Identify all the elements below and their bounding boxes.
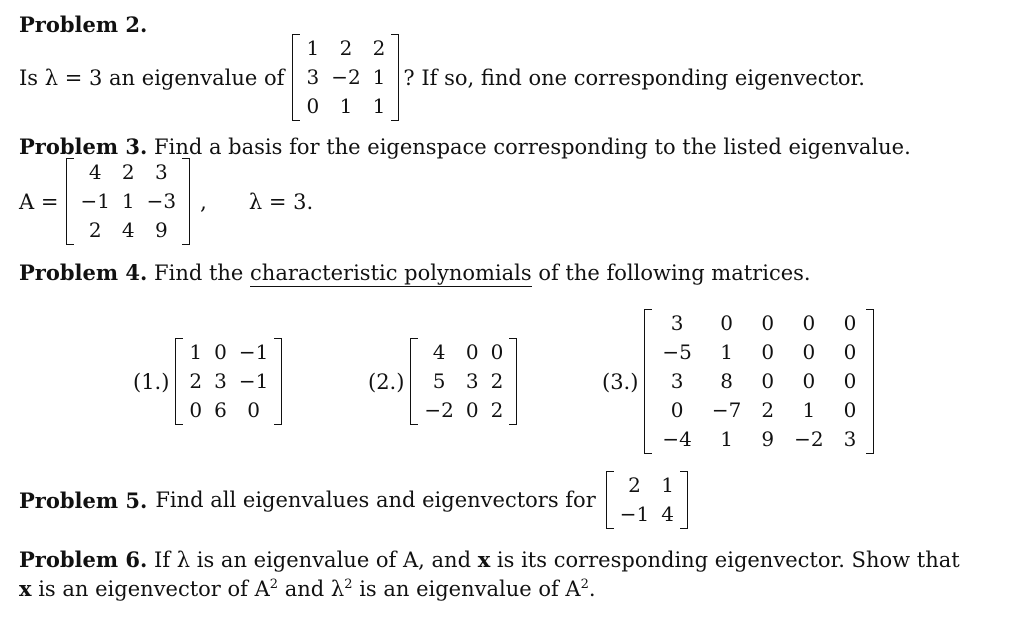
matrix-row [183,396,274,425]
matrix-entry: 1 [372,65,386,89]
matrix-entry: 0 [720,311,734,335]
problem-5-text: Find all eigenvalues and eigenvectors for [155,488,596,512]
matrix-entry: 3 [214,369,227,393]
matrix-row [74,187,182,216]
right-bracket [391,34,399,121]
problem-4-label-1: (1.) [133,369,170,394]
matrix-entry: 4 [88,160,102,184]
matrix-row [652,396,866,425]
matrix-row [300,92,391,121]
matrix-entry: 3 [465,369,479,393]
problem-3-matrix [66,158,190,245]
right-bracket [182,158,190,245]
problem-3-lambda: λ = 3. [248,189,314,214]
right-bracket [274,338,282,425]
matrix-entry: −4 [662,427,692,451]
matrix-entry: 2 [121,160,135,184]
left-bracket [644,309,652,454]
matrix-entry: 0 [843,398,857,422]
matrix-entry: 9 [761,427,775,451]
matrix-row [74,158,182,187]
problem-3-statement [19,134,911,159]
matrix-entry: 0 [761,311,775,335]
matrix-entry: 2 [189,369,203,393]
matrix-entry: 2 [761,398,775,422]
problem-4-label-3: (3.) [602,369,639,394]
matrix-entry: 6 [214,398,227,422]
problem-2-body [19,34,865,121]
matrix-entry: 3 [670,311,684,335]
matrix-entry: 2 [339,36,353,60]
right-bracket [680,471,688,529]
matrix-row [183,338,274,367]
matrix-entry: −1 [80,189,110,213]
matrix-entries [74,158,182,245]
problem-4-matrix-1 [175,338,282,425]
matrix-entry: 0 [247,398,260,422]
problem-6-line-1 [19,547,994,572]
matrix-entry: 1 [661,473,674,497]
problem-5-body [19,471,688,529]
problem-4-text-before: Find the [154,261,244,285]
matrix-entry: 0 [761,369,775,393]
matrix-entry: 0 [802,369,816,393]
matrix-entry: −2 [331,65,361,89]
right-bracket [866,309,874,454]
problem-4-label-2: (2.) [368,369,405,394]
matrix-entry: −2 [794,427,824,451]
matrix-entries [183,338,274,425]
problem-4-item-1 [133,338,282,425]
matrix-row [418,367,509,396]
matrix-entry: 1 [189,340,203,364]
matrix-row [652,309,866,338]
problem-3-comma: , [200,189,207,214]
matrix-entry: 0 [465,398,479,422]
problem-4-statement [19,260,811,285]
left-bracket [410,338,418,425]
problem-2-title: Problem 2. [19,12,148,37]
matrix-entry: 3 [306,65,320,89]
left-bracket [175,338,183,425]
problem-2-matrix [292,34,399,121]
problem-6-vector-x-1: x [477,547,491,572]
matrix-entry: 8 [720,369,734,393]
problem-6-line-2-c: is an eigenvalue of A [359,577,581,601]
matrix-entry: 2 [490,369,504,393]
matrix-entry: 0 [306,94,320,118]
matrix-entries [300,34,391,121]
problem-5-matrix [606,471,688,529]
matrix-entry: 0 [843,340,857,364]
matrix-entry: 1 [372,94,386,118]
matrix-row [418,338,509,367]
problem-4-item-2 [368,338,517,425]
matrix-row [300,63,391,92]
matrix-entry: 1 [121,189,135,213]
problem-4-item-3 [602,309,874,454]
matrix-entry: 2 [490,398,504,422]
matrix-entry: 3 [670,369,684,393]
matrix-entry: 0 [490,340,504,364]
matrix-entries [614,471,680,529]
problem-2-question-start: Is λ = 3 an eigenvalue of [19,65,285,90]
problem-6-vector-x-2: x [19,576,32,601]
matrix-entry: 1 [720,340,734,364]
matrix-entry: 1 [720,427,734,451]
matrix-entry: 5 [432,369,446,393]
matrix-entries [652,309,866,454]
matrix-entry: 0 [802,311,816,335]
problem-6-title: Problem 6. [19,547,148,572]
problem-6-line-2-b: and λ [284,577,345,601]
problem-4-underlined-term: characteristic polynomials [250,261,532,285]
problem-6-line-1-a: If λ is an eigenvalue of A, and [154,548,472,572]
matrix-entry: −7 [711,398,742,422]
matrix-entry: 0 [465,340,479,364]
matrix-entry: 0 [214,340,227,364]
matrix-entry: 1 [306,36,320,60]
matrix-entry: 0 [843,311,857,335]
problem-6-line-2-a: is an eigenvector of A [38,577,270,601]
matrix-entry: 2 [88,218,102,242]
problem-6-line-2-d: . [588,577,596,601]
left-bracket [606,471,614,529]
problem-5-title: Problem 5. [19,487,148,513]
matrix-row [300,34,391,63]
matrix-row [652,367,866,396]
problem-3-text: Find a basis for the eigenspace corresponding to the listed eigenvalue. [154,135,911,159]
matrix-entry: −2 [424,398,454,422]
matrix-entry: −3 [146,189,177,213]
matrix-entry: 0 [843,369,857,393]
problem-6-line-1-b: is its corresponding eigenvector. Show that [496,548,960,572]
matrix-entries [418,338,509,425]
matrix-entry: 1 [339,94,353,118]
matrix-entry: 9 [155,218,168,242]
matrix-row [614,471,680,500]
matrix-entry: 4 [661,502,674,526]
problem-3-title: Problem 3. [19,134,148,159]
matrix-entry: −1 [619,502,650,526]
problem-2-question-end: ? If so, find one corresponding eigenvector. [403,65,865,90]
matrix-entry: −5 [662,340,692,364]
matrix-row [652,338,866,367]
matrix-entry: 0 [189,398,203,422]
matrix-entry: 4 [121,218,135,242]
problem-6-sup-c: 2 [580,577,589,592]
matrix-entry: 2 [372,36,386,60]
left-bracket [66,158,74,245]
problem-4-title: Problem 4. [19,260,148,285]
matrix-entry: 2 [628,473,641,497]
matrix-entry: 0 [761,340,775,364]
problem-4-matrix-2 [410,338,517,425]
matrix-entry: 1 [802,398,816,422]
problem-6-line-2 [19,576,596,601]
matrix-entry: −1 [238,340,269,364]
left-bracket [292,34,300,121]
matrix-row [614,500,680,529]
problem-4-matrix-3 [644,309,874,454]
matrix-entry: 0 [670,398,684,422]
matrix-row [418,396,509,425]
problem-4-text-after: of the following matrices. [538,261,811,285]
matrix-entry: 0 [802,340,816,364]
problem-3-lhs: A = [19,189,59,214]
matrix-entry: 3 [843,427,857,451]
matrix-row [183,367,274,396]
problem-3-body [19,158,313,245]
matrix-row [652,425,866,454]
matrix-entry: 3 [155,160,168,184]
right-bracket [509,338,517,425]
matrix-entry: 4 [432,340,446,364]
matrix-row [74,216,182,245]
matrix-entry: −1 [238,369,269,393]
problem-6-sup-b: 2 [344,577,353,592]
problem-6-sup-a: 2 [269,577,279,592]
